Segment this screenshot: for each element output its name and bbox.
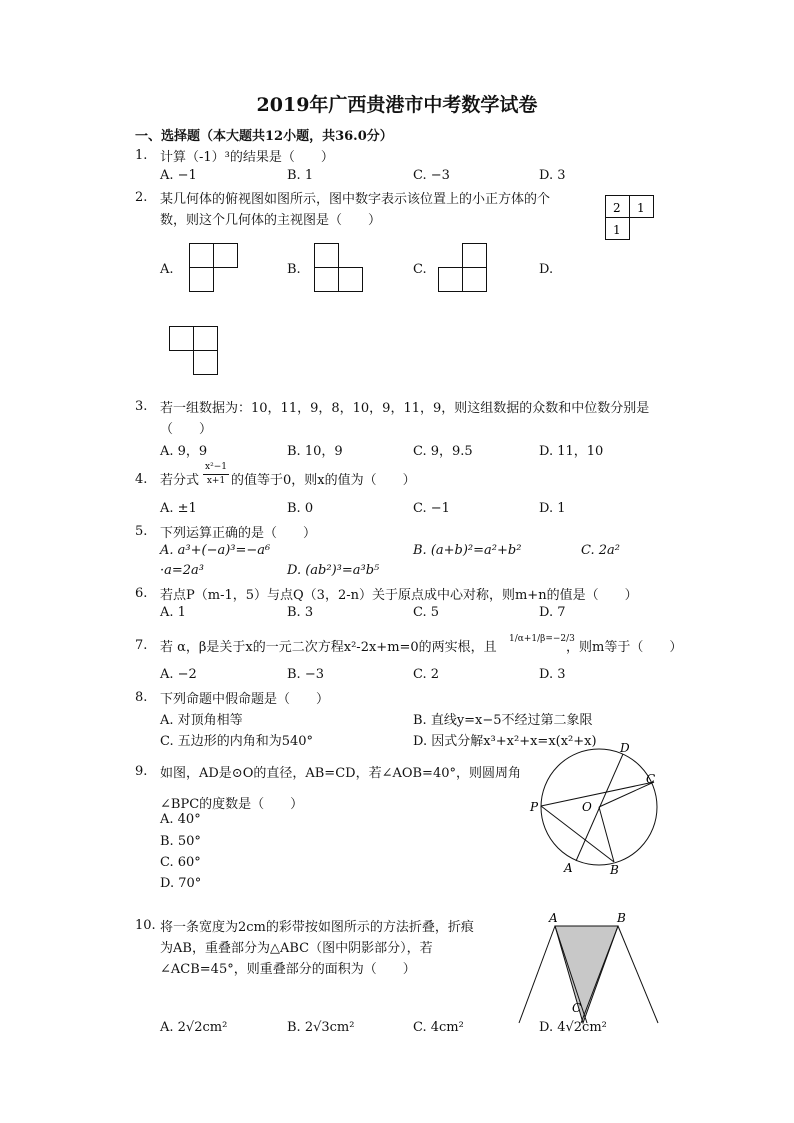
- q8-option-a: A. 对顶角相等: [160, 713, 243, 728]
- q4-fraction-denominator: x+1: [206, 476, 226, 486]
- q10-option-d: D. 4√2cm²: [539, 1020, 607, 1035]
- q2-option-c: C.: [413, 262, 427, 277]
- q7-option-d: D. 3: [539, 667, 566, 682]
- q2-figure-d: [169, 326, 219, 376]
- q10-label-B: B: [617, 911, 626, 925]
- q4-post: 的值等于0，则x的值为（ ）: [231, 473, 416, 488]
- q6-option-a: A. 1: [160, 605, 186, 620]
- q10-fold-figure: [515, 910, 665, 1030]
- q5-option-c-cont: ·a=2a³: [160, 563, 205, 578]
- q7-option-c: C. 2: [413, 667, 440, 682]
- q7-fraction: 1/α+1/β=−2/3: [509, 634, 575, 644]
- q8-option-b: B. 直线y=x−5不经过第二象限: [413, 713, 593, 728]
- q7-post: ，则m等于（ ）: [566, 640, 683, 655]
- q10-label-C: C: [572, 1001, 582, 1015]
- q1-number: 1.: [135, 148, 148, 163]
- q4-option-c: C. −1: [413, 501, 450, 516]
- q10-option-b: B. 2√3cm²: [287, 1020, 355, 1035]
- q10-option-c: C. 4cm²: [413, 1020, 464, 1035]
- q9-number: 9.: [135, 764, 148, 779]
- page-title: 2019年广西贵港市中考数学试卷: [256, 94, 538, 116]
- q4-option-a: A. ±1: [160, 501, 197, 516]
- q4-pre: 若分式: [160, 473, 200, 488]
- grid-cell-1: 2: [613, 201, 621, 215]
- section-heading: 一、选择题（本大题共12小题，共36.0分）: [135, 129, 393, 144]
- q1-option-c: C. −3: [413, 168, 450, 183]
- q2-number: 2.: [135, 190, 148, 205]
- q9-option-a: A. 40°: [160, 812, 201, 827]
- q9-line2: ∠BPC的度数是（ ）: [160, 797, 304, 812]
- q9-label-C: C: [646, 772, 656, 786]
- q2-option-a: A.: [160, 262, 174, 277]
- q3-option-d: D. 11，10: [539, 444, 604, 459]
- q4-option-b: B. 0: [287, 501, 314, 516]
- grid-cell-2: 1: [637, 201, 645, 215]
- q1-option-b: B. 1: [287, 168, 314, 183]
- q3-number: 3.: [135, 399, 148, 414]
- q9-line1: 如图，AD是⊙O的直径，AB=CD，若∠AOB=40°，则圆周角: [160, 766, 521, 781]
- q4-fraction-numerator: x²−1: [205, 462, 227, 472]
- q2-line2: 数，则这个几何体的主视图是（ ）: [160, 213, 382, 228]
- q5-number: 5.: [135, 524, 148, 539]
- q1-text: 计算（-1）³的结果是（ ）: [160, 150, 334, 165]
- q7-number: 7.: [135, 638, 148, 653]
- q10-line3: ∠ACB=45°，则重叠部分的面积为（ ）: [160, 962, 416, 977]
- q10-line2: 为AB，重叠部分为△ABC（图中阴影部分），若: [160, 941, 433, 956]
- q8-option-d: D. 因式分解x³+x²+x=x(x²+x): [413, 734, 597, 749]
- q9-label-P: P: [530, 800, 539, 814]
- q4-option-d: D. 1: [539, 501, 566, 516]
- q3-option-c: C. 9，9.5: [413, 444, 473, 459]
- q8-option-c: C. 五边形的内角和为540°: [160, 734, 314, 749]
- q6-option-b: B. 3: [287, 605, 314, 620]
- q9-label-B: B: [610, 863, 619, 877]
- q3-option-b: B. 10，9: [287, 444, 343, 459]
- q4-fraction-bar: [203, 474, 229, 475]
- q6-number: 6.: [135, 586, 148, 601]
- q7-option-b: B. −3: [287, 667, 324, 682]
- q3-line1: 若一组数据为：10，11，9，8，10，9，11，9，则这组数据的众数和中位数分别是: [160, 401, 650, 416]
- q5-option-d: D. (ab²)³=a³b⁵: [287, 563, 380, 578]
- q6-text: 若点P（m-1，5）与点Q（3，2-n）关于原点成中心对称，则m+n的值是（ ）: [160, 588, 638, 603]
- q2-line1: 某几何体的俯视图如图所示，图中数字表示该位置上的小正方体的个: [160, 192, 551, 207]
- q4-number: 4.: [135, 472, 148, 487]
- q2-option-b: B.: [287, 262, 301, 277]
- grid-cell-3: 1: [613, 223, 621, 237]
- q5-option-a: A. a³+(−a)³=−a⁶: [160, 543, 271, 558]
- q8-text: 下列命题中假命题是（ ）: [160, 692, 330, 707]
- q3-line2: （ ）: [160, 422, 213, 437]
- q2-figure-a: [189, 243, 239, 293]
- q1-option-d: D. 3: [539, 168, 566, 183]
- q10-option-a: A. 2√2cm²: [160, 1020, 228, 1035]
- q10-number: 10.: [135, 918, 156, 933]
- q10-line1: 将一条宽度为2cm的彩带按如图所示的方法折叠，折痕: [160, 920, 474, 935]
- q2-figure-b: [314, 243, 364, 293]
- q9-option-d: D. 70°: [160, 876, 202, 891]
- q9-label-O: O: [582, 800, 592, 814]
- q6-option-d: D. 7: [539, 605, 566, 620]
- q7-option-a: A. −2: [160, 667, 197, 682]
- q9-circle-figure: [520, 740, 670, 880]
- q5-text: 下列运算正确的是（ ）: [160, 526, 317, 541]
- top-view-grid: [605, 195, 655, 241]
- q7-pre: 若 α，β是关于x的一元二次方程x²-2x+m=0的两实根，且: [160, 640, 497, 655]
- q2-figure-c: [438, 243, 488, 293]
- q9-option-b: B. 50°: [160, 834, 201, 849]
- q9-option-c: C. 60°: [160, 855, 201, 870]
- q5-option-c: C. 2a²: [581, 543, 620, 558]
- q9-label-A: A: [564, 861, 573, 875]
- q9-label-D: D: [620, 741, 630, 755]
- q2-option-d: D.: [539, 262, 554, 277]
- q6-option-c: C. 5: [413, 605, 440, 620]
- q1-option-a: A. −1: [160, 168, 197, 183]
- q5-option-b: B. (a+b)²=a²+b²: [413, 543, 522, 558]
- q10-label-A: A: [549, 911, 558, 925]
- q8-number: 8.: [135, 690, 148, 705]
- q3-option-a: A. 9，9: [160, 444, 208, 459]
